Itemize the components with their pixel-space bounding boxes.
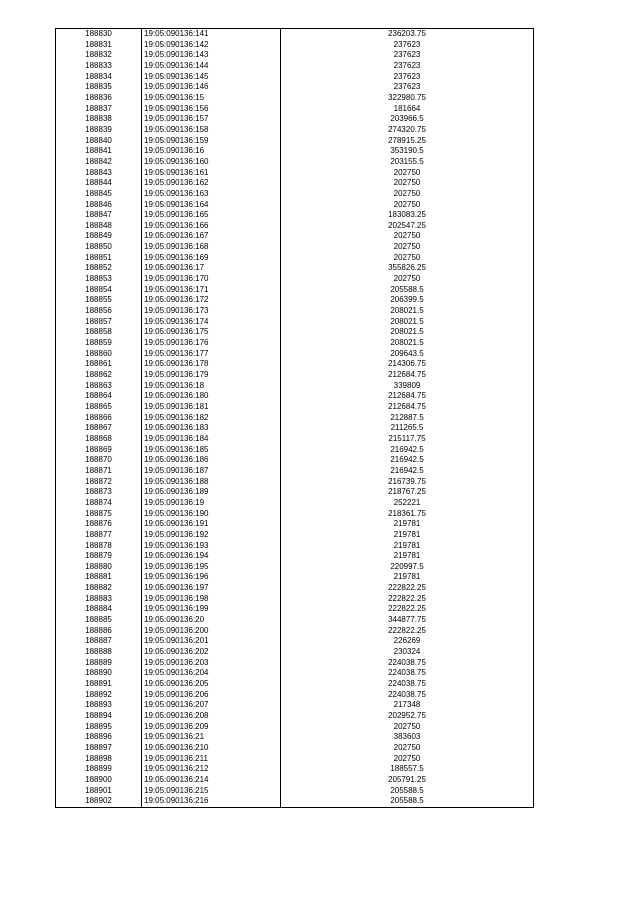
row-timestamp-cell: 19:05:090136:171 bbox=[142, 285, 281, 296]
row-id-cell: 188854 bbox=[56, 285, 142, 296]
row-timestamp-cell: 19:05:090136:193 bbox=[142, 541, 281, 552]
row-value-cell: 212684.75 bbox=[281, 391, 534, 402]
table-body bbox=[56, 29, 534, 808]
table-row bbox=[56, 381, 534, 392]
row-value-cell: 202750 bbox=[281, 189, 534, 200]
row-timestamp-cell: 19:05:090136:190 bbox=[142, 509, 281, 520]
table-row bbox=[56, 423, 534, 434]
row-timestamp-cell: 19:05:090136:199 bbox=[142, 604, 281, 615]
table-row bbox=[56, 775, 534, 786]
row-timestamp-cell: 19:05:090136:166 bbox=[142, 221, 281, 232]
row-value-cell: 237623 bbox=[281, 50, 534, 61]
row-id-cell: 188872 bbox=[56, 477, 142, 488]
row-id-cell: 188866 bbox=[56, 413, 142, 424]
row-id-cell: 188888 bbox=[56, 647, 142, 658]
row-id-cell: 188884 bbox=[56, 604, 142, 615]
row-timestamp-cell: 19:05:090136:208 bbox=[142, 711, 281, 722]
row-id-cell: 188833 bbox=[56, 61, 142, 72]
row-value-cell: 208021.5 bbox=[281, 327, 534, 338]
row-timestamp-cell: 19:05:090136:172 bbox=[142, 295, 281, 306]
row-value-cell: 205588.5 bbox=[281, 285, 534, 296]
row-id-cell: 188885 bbox=[56, 615, 142, 626]
table-row bbox=[56, 210, 534, 221]
row-timestamp-cell: 19:05:090136:196 bbox=[142, 572, 281, 583]
row-id-cell: 188867 bbox=[56, 423, 142, 434]
row-id-cell: 188877 bbox=[56, 530, 142, 541]
row-timestamp-cell: 19:05:090136:173 bbox=[142, 306, 281, 317]
row-id-cell: 188902 bbox=[56, 796, 142, 807]
table-row bbox=[56, 61, 534, 72]
row-id-cell: 188899 bbox=[56, 764, 142, 775]
table-row bbox=[56, 189, 534, 200]
table-row bbox=[56, 359, 534, 370]
row-id-cell: 188862 bbox=[56, 370, 142, 381]
row-timestamp-cell: 19:05:090136:188 bbox=[142, 477, 281, 488]
table-row bbox=[56, 743, 534, 754]
table-row bbox=[56, 711, 534, 722]
row-id-cell: 188836 bbox=[56, 93, 142, 104]
table-row bbox=[56, 519, 534, 530]
row-id-cell: 188855 bbox=[56, 295, 142, 306]
table-row bbox=[56, 242, 534, 253]
row-timestamp-cell: 19:05:090136:185 bbox=[142, 445, 281, 456]
row-value-cell: 219781 bbox=[281, 572, 534, 583]
table-row bbox=[56, 583, 534, 594]
row-timestamp-cell: 19:05:090136:177 bbox=[142, 349, 281, 360]
row-id-cell: 188900 bbox=[56, 775, 142, 786]
row-timestamp-cell: 19:05:090136:179 bbox=[142, 370, 281, 381]
row-value-cell: 183083.25 bbox=[281, 210, 534, 221]
row-value-cell: 236203.75 bbox=[281, 29, 534, 40]
row-value-cell: 202750 bbox=[281, 754, 534, 765]
row-timestamp-cell: 19:05:090136:178 bbox=[142, 359, 281, 370]
row-timestamp-cell: 19:05:090136:146 bbox=[142, 82, 281, 93]
table-row bbox=[56, 572, 534, 583]
row-id-cell: 188887 bbox=[56, 636, 142, 647]
row-id-cell: 188892 bbox=[56, 690, 142, 701]
table-row bbox=[56, 434, 534, 445]
row-timestamp-cell: 19:05:090136:142 bbox=[142, 40, 281, 51]
row-value-cell: 278915.25 bbox=[281, 136, 534, 147]
row-value-cell: 205588.5 bbox=[281, 796, 534, 807]
row-id-cell: 188882 bbox=[56, 583, 142, 594]
table-row bbox=[56, 722, 534, 733]
row-id-cell: 188838 bbox=[56, 114, 142, 125]
row-value-cell: 237623 bbox=[281, 40, 534, 51]
row-timestamp-cell: 19:05:090136:215 bbox=[142, 786, 281, 797]
row-id-cell: 188846 bbox=[56, 200, 142, 211]
row-id-cell: 188842 bbox=[56, 157, 142, 168]
row-timestamp-cell: 19:05:090136:16 bbox=[142, 146, 281, 157]
row-id-cell: 188857 bbox=[56, 317, 142, 328]
row-timestamp-cell: 19:05:090136:192 bbox=[142, 530, 281, 541]
table-row bbox=[56, 530, 534, 541]
row-timestamp-cell: 19:05:090136:181 bbox=[142, 402, 281, 413]
row-id-cell: 188886 bbox=[56, 626, 142, 637]
row-value-cell: 216739.75 bbox=[281, 477, 534, 488]
row-id-cell: 188831 bbox=[56, 40, 142, 51]
table-row bbox=[56, 274, 534, 285]
row-value-cell: 355826.25 bbox=[281, 263, 534, 274]
row-id-cell: 188850 bbox=[56, 242, 142, 253]
row-timestamp-cell: 19:05:090136:214 bbox=[142, 775, 281, 786]
row-id-cell: 188853 bbox=[56, 274, 142, 285]
table-row bbox=[56, 658, 534, 669]
row-id-cell: 188858 bbox=[56, 327, 142, 338]
table-row bbox=[56, 541, 534, 552]
row-timestamp-cell: 19:05:090136:197 bbox=[142, 583, 281, 594]
row-id-cell: 188891 bbox=[56, 679, 142, 690]
row-value-cell: 224038.75 bbox=[281, 679, 534, 690]
row-timestamp-cell: 19:05:090136:212 bbox=[142, 764, 281, 775]
table-row bbox=[56, 327, 534, 338]
table-row bbox=[56, 732, 534, 743]
row-timestamp-cell: 19:05:090136:20 bbox=[142, 615, 281, 626]
table-row bbox=[56, 626, 534, 637]
table-row bbox=[56, 466, 534, 477]
row-id-cell: 188832 bbox=[56, 50, 142, 61]
row-timestamp-cell: 19:05:090136:191 bbox=[142, 519, 281, 530]
row-id-cell: 188859 bbox=[56, 338, 142, 349]
row-value-cell: 209643.5 bbox=[281, 349, 534, 360]
table-row bbox=[56, 40, 534, 51]
row-timestamp-cell: 19:05:090136:184 bbox=[142, 434, 281, 445]
row-id-cell: 188835 bbox=[56, 82, 142, 93]
table-row bbox=[56, 231, 534, 242]
table-row bbox=[56, 487, 534, 498]
row-timestamp-cell: 19:05:090136:158 bbox=[142, 125, 281, 136]
row-timestamp-cell: 19:05:090136:157 bbox=[142, 114, 281, 125]
row-id-cell: 188869 bbox=[56, 445, 142, 456]
table-row bbox=[56, 509, 534, 520]
row-timestamp-cell: 19:05:090136:209 bbox=[142, 722, 281, 733]
row-value-cell: 219781 bbox=[281, 530, 534, 541]
row-timestamp-cell: 19:05:090136:169 bbox=[142, 253, 281, 264]
row-timestamp-cell: 19:05:090136:19 bbox=[142, 498, 281, 509]
row-value-cell: 212684.75 bbox=[281, 402, 534, 413]
row-value-cell: 216942.5 bbox=[281, 466, 534, 477]
row-timestamp-cell: 19:05:090136:194 bbox=[142, 551, 281, 562]
table-row bbox=[56, 700, 534, 711]
row-timestamp-cell: 19:05:090136:18 bbox=[142, 381, 281, 392]
row-value-cell: 211265.5 bbox=[281, 423, 534, 434]
row-value-cell: 218767.25 bbox=[281, 487, 534, 498]
row-id-cell: 188849 bbox=[56, 231, 142, 242]
row-value-cell: 226269 bbox=[281, 636, 534, 647]
row-timestamp-cell: 19:05:090136:206 bbox=[142, 690, 281, 701]
row-value-cell: 274320.75 bbox=[281, 125, 534, 136]
row-id-cell: 188890 bbox=[56, 668, 142, 679]
row-value-cell: 181664 bbox=[281, 104, 534, 115]
row-timestamp-cell: 19:05:090136:145 bbox=[142, 72, 281, 83]
row-timestamp-cell: 19:05:090136:168 bbox=[142, 242, 281, 253]
row-id-cell: 188897 bbox=[56, 743, 142, 754]
row-value-cell: 202750 bbox=[281, 274, 534, 285]
row-timestamp-cell: 19:05:090136:143 bbox=[142, 50, 281, 61]
row-id-cell: 188841 bbox=[56, 146, 142, 157]
table-row bbox=[56, 93, 534, 104]
row-value-cell: 188557.5 bbox=[281, 764, 534, 775]
table-row bbox=[56, 636, 534, 647]
row-value-cell: 220997.5 bbox=[281, 562, 534, 573]
row-timestamp-cell: 19:05:090136:211 bbox=[142, 754, 281, 765]
row-id-cell: 188856 bbox=[56, 306, 142, 317]
row-value-cell: 383603 bbox=[281, 732, 534, 743]
row-timestamp-cell: 19:05:090136:180 bbox=[142, 391, 281, 402]
table-row bbox=[56, 690, 534, 701]
table-row bbox=[56, 413, 534, 424]
row-timestamp-cell: 19:05:090136:159 bbox=[142, 136, 281, 147]
row-timestamp-cell: 19:05:090136:183 bbox=[142, 423, 281, 434]
row-timestamp-cell: 19:05:090136:21 bbox=[142, 732, 281, 743]
row-value-cell: 202750 bbox=[281, 722, 534, 733]
row-id-cell: 188864 bbox=[56, 391, 142, 402]
row-timestamp-cell: 19:05:090136:165 bbox=[142, 210, 281, 221]
row-id-cell: 188894 bbox=[56, 711, 142, 722]
row-timestamp-cell: 19:05:090136:161 bbox=[142, 168, 281, 179]
row-id-cell: 188889 bbox=[56, 658, 142, 669]
table-row bbox=[56, 104, 534, 115]
row-value-cell: 206399.5 bbox=[281, 295, 534, 306]
row-value-cell: 214306.75 bbox=[281, 359, 534, 370]
row-id-cell: 188893 bbox=[56, 700, 142, 711]
row-value-cell: 218361.75 bbox=[281, 509, 534, 520]
table-row bbox=[56, 114, 534, 125]
row-id-cell: 188834 bbox=[56, 72, 142, 83]
table-row bbox=[56, 445, 534, 456]
row-timestamp-cell: 19:05:090136:144 bbox=[142, 61, 281, 72]
row-value-cell: 202952.75 bbox=[281, 711, 534, 722]
row-id-cell: 188847 bbox=[56, 210, 142, 221]
row-id-cell: 188852 bbox=[56, 263, 142, 274]
row-timestamp-cell: 19:05:090136:201 bbox=[142, 636, 281, 647]
row-id-cell: 188880 bbox=[56, 562, 142, 573]
row-value-cell: 208021.5 bbox=[281, 306, 534, 317]
row-value-cell: 212887.5 bbox=[281, 413, 534, 424]
row-id-cell: 188845 bbox=[56, 189, 142, 200]
row-timestamp-cell: 19:05:090136:203 bbox=[142, 658, 281, 669]
row-id-cell: 188863 bbox=[56, 381, 142, 392]
row-value-cell: 339809 bbox=[281, 381, 534, 392]
row-timestamp-cell: 19:05:090136:182 bbox=[142, 413, 281, 424]
row-value-cell: 217348 bbox=[281, 700, 534, 711]
table-row bbox=[56, 317, 534, 328]
row-timestamp-cell: 19:05:090136:195 bbox=[142, 562, 281, 573]
row-timestamp-cell: 19:05:090136:141 bbox=[142, 29, 281, 40]
row-id-cell: 188865 bbox=[56, 402, 142, 413]
row-timestamp-cell: 19:05:090136:167 bbox=[142, 231, 281, 242]
row-id-cell: 188830 bbox=[56, 29, 142, 40]
row-timestamp-cell: 19:05:090136:164 bbox=[142, 200, 281, 211]
row-id-cell: 188860 bbox=[56, 349, 142, 360]
row-value-cell: 202750 bbox=[281, 231, 534, 242]
row-value-cell: 215117.75 bbox=[281, 434, 534, 445]
row-value-cell: 224038.75 bbox=[281, 668, 534, 679]
row-value-cell: 202750 bbox=[281, 253, 534, 264]
row-id-cell: 188840 bbox=[56, 136, 142, 147]
table-row bbox=[56, 668, 534, 679]
table-row bbox=[56, 679, 534, 690]
row-value-cell: 202750 bbox=[281, 200, 534, 211]
row-value-cell: 344877.75 bbox=[281, 615, 534, 626]
table-row bbox=[56, 604, 534, 615]
table-row bbox=[56, 796, 534, 807]
data-table bbox=[55, 28, 534, 808]
row-id-cell: 188837 bbox=[56, 104, 142, 115]
row-id-cell: 188848 bbox=[56, 221, 142, 232]
table-row bbox=[56, 477, 534, 488]
row-timestamp-cell: 19:05:090136:162 bbox=[142, 178, 281, 189]
row-id-cell: 188879 bbox=[56, 551, 142, 562]
row-id-cell: 188868 bbox=[56, 434, 142, 445]
row-value-cell: 222822.25 bbox=[281, 583, 534, 594]
row-id-cell: 188843 bbox=[56, 168, 142, 179]
row-id-cell: 188878 bbox=[56, 541, 142, 552]
row-value-cell: 202750 bbox=[281, 178, 534, 189]
row-id-cell: 188861 bbox=[56, 359, 142, 370]
row-value-cell: 237623 bbox=[281, 72, 534, 83]
row-timestamp-cell: 19:05:090136:17 bbox=[142, 263, 281, 274]
row-value-cell: 237623 bbox=[281, 61, 534, 72]
row-value-cell: 203155.5 bbox=[281, 157, 534, 168]
row-value-cell: 252221 bbox=[281, 498, 534, 509]
row-timestamp-cell: 19:05:090136:156 bbox=[142, 104, 281, 115]
row-value-cell: 219781 bbox=[281, 541, 534, 552]
table-row bbox=[56, 786, 534, 797]
row-timestamp-cell: 19:05:090136:170 bbox=[142, 274, 281, 285]
table-row bbox=[56, 498, 534, 509]
row-value-cell: 322980.75 bbox=[281, 93, 534, 104]
table-row bbox=[56, 178, 534, 189]
row-value-cell: 202750 bbox=[281, 168, 534, 179]
table-row bbox=[56, 391, 534, 402]
table-row bbox=[56, 764, 534, 775]
row-id-cell: 188896 bbox=[56, 732, 142, 743]
row-timestamp-cell: 19:05:090136:202 bbox=[142, 647, 281, 658]
row-id-cell: 188901 bbox=[56, 786, 142, 797]
table-row bbox=[56, 72, 534, 83]
row-value-cell: 219781 bbox=[281, 519, 534, 530]
row-timestamp-cell: 19:05:090136:200 bbox=[142, 626, 281, 637]
row-id-cell: 188873 bbox=[56, 487, 142, 498]
row-value-cell: 219781 bbox=[281, 551, 534, 562]
row-id-cell: 188883 bbox=[56, 594, 142, 605]
row-value-cell: 237623 bbox=[281, 82, 534, 93]
row-value-cell: 205791.25 bbox=[281, 775, 534, 786]
table-row bbox=[56, 295, 534, 306]
row-id-cell: 188895 bbox=[56, 722, 142, 733]
table-row bbox=[56, 50, 534, 61]
row-value-cell: 202750 bbox=[281, 242, 534, 253]
row-value-cell: 353190.5 bbox=[281, 146, 534, 157]
table-row bbox=[56, 338, 534, 349]
table-row bbox=[56, 306, 534, 317]
table-row bbox=[56, 551, 534, 562]
row-timestamp-cell: 19:05:090136:205 bbox=[142, 679, 281, 690]
row-timestamp-cell: 19:05:090136:207 bbox=[142, 700, 281, 711]
row-id-cell: 188871 bbox=[56, 466, 142, 477]
table-row bbox=[56, 370, 534, 381]
row-value-cell: 203966.5 bbox=[281, 114, 534, 125]
table-row bbox=[56, 402, 534, 413]
row-timestamp-cell: 19:05:090136:204 bbox=[142, 668, 281, 679]
row-timestamp-cell: 19:05:090136:163 bbox=[142, 189, 281, 200]
table-row bbox=[56, 455, 534, 466]
row-value-cell: 212684.75 bbox=[281, 370, 534, 381]
row-value-cell: 222822.25 bbox=[281, 594, 534, 605]
row-timestamp-cell: 19:05:090136:175 bbox=[142, 327, 281, 338]
row-value-cell: 208021.5 bbox=[281, 338, 534, 349]
row-value-cell: 216942.5 bbox=[281, 445, 534, 456]
row-id-cell: 188844 bbox=[56, 178, 142, 189]
row-timestamp-cell: 19:05:090136:160 bbox=[142, 157, 281, 168]
row-id-cell: 188875 bbox=[56, 509, 142, 520]
row-value-cell: 222822.25 bbox=[281, 626, 534, 637]
row-id-cell: 188839 bbox=[56, 125, 142, 136]
row-id-cell: 188851 bbox=[56, 253, 142, 264]
table-row bbox=[56, 221, 534, 232]
row-timestamp-cell: 19:05:090136:187 bbox=[142, 466, 281, 477]
table-row bbox=[56, 562, 534, 573]
row-value-cell: 205588.5 bbox=[281, 786, 534, 797]
row-id-cell: 188870 bbox=[56, 455, 142, 466]
row-timestamp-cell: 19:05:090136:216 bbox=[142, 796, 281, 807]
row-value-cell: 216942.5 bbox=[281, 455, 534, 466]
row-timestamp-cell: 19:05:090136:210 bbox=[142, 743, 281, 754]
row-value-cell: 224038.75 bbox=[281, 690, 534, 701]
row-id-cell: 188881 bbox=[56, 572, 142, 583]
row-value-cell: 202750 bbox=[281, 743, 534, 754]
table-row bbox=[56, 615, 534, 626]
table-row bbox=[56, 253, 534, 264]
row-timestamp-cell: 19:05:090136:15 bbox=[142, 93, 281, 104]
table-row bbox=[56, 200, 534, 211]
table-row bbox=[56, 82, 534, 93]
table-row bbox=[56, 349, 534, 360]
row-value-cell: 224038.75 bbox=[281, 658, 534, 669]
row-value-cell: 208021.5 bbox=[281, 317, 534, 328]
row-timestamp-cell: 19:05:090136:174 bbox=[142, 317, 281, 328]
table-row bbox=[56, 146, 534, 157]
row-value-cell: 222822.25 bbox=[281, 604, 534, 615]
table-row bbox=[56, 168, 534, 179]
table-row bbox=[56, 157, 534, 168]
table-row bbox=[56, 125, 534, 136]
row-id-cell: 188898 bbox=[56, 754, 142, 765]
row-value-cell: 202547.25 bbox=[281, 221, 534, 232]
row-id-cell: 188876 bbox=[56, 519, 142, 530]
row-timestamp-cell: 19:05:090136:189 bbox=[142, 487, 281, 498]
table-row bbox=[56, 29, 534, 40]
row-timestamp-cell: 19:05:090136:186 bbox=[142, 455, 281, 466]
table-row bbox=[56, 647, 534, 658]
table-row bbox=[56, 285, 534, 296]
data-sheet bbox=[55, 28, 534, 808]
row-timestamp-cell: 19:05:090136:198 bbox=[142, 594, 281, 605]
row-value-cell: 230324 bbox=[281, 647, 534, 658]
table-row bbox=[56, 754, 534, 765]
row-id-cell: 188874 bbox=[56, 498, 142, 509]
table-row bbox=[56, 594, 534, 605]
row-timestamp-cell: 19:05:090136:176 bbox=[142, 338, 281, 349]
table-row bbox=[56, 136, 534, 147]
table-row bbox=[56, 263, 534, 274]
